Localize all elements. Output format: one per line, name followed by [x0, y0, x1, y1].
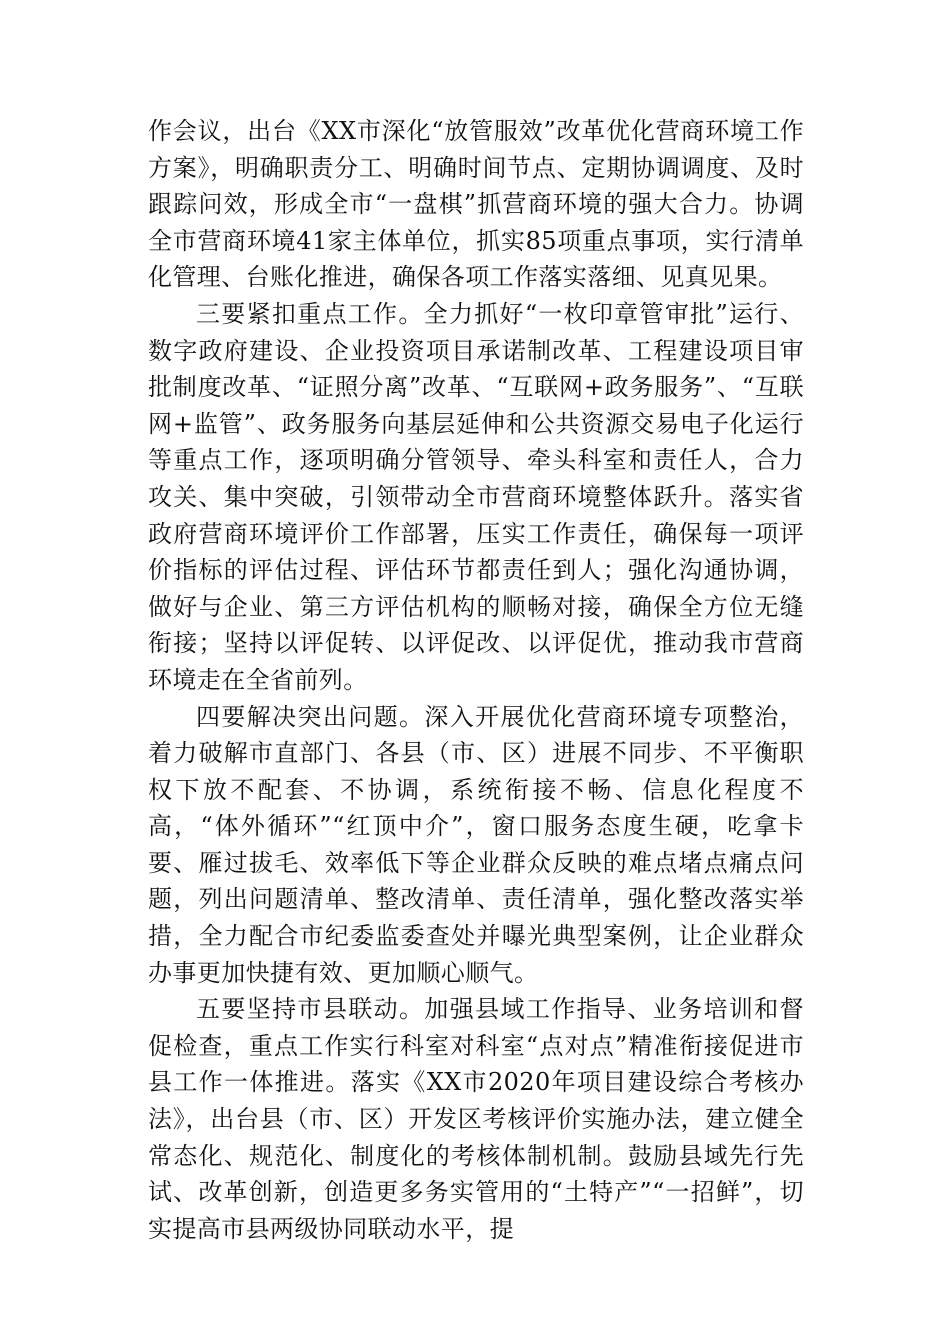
- paragraph-continued: 作会议，出台《XX市深化“放管服效”改革优化营商环境工作方案》，明确职责分工、明确时间节点、定期协调调度、及时跟踪问效，形成全市“一盘棋”抓营商环境的强大合力。协调全市营商环境41家主体单位，抓实85项重点事项，实行清单化管理、台账化推进，确保各项工作落实落细、见真见果。: [148, 117, 804, 292]
- paragraph-solve-problems: 四要解决突出问题。深入开展优化营商环境专项整治，着力破解市直部门、各县（市、区）进展不同步、不平衡职权下放不配套、不协调，系统衔接不畅、信息化程度不高，“体外循环”“红顶中介”，窗口服务态度生硬，吃拿卡要、雁过拔毛、效率低下等企业群众反映的难点堵点痛点问题，列出问题清单、整改清单、责任清单，强化整改落实举措，全力配合市纪委监委查处并曝光典型案例，让企业群众办事更加快捷有效、更加顺心顺气。: [148, 702, 804, 987]
- paragraph-city-county-linkage: 五要坚持市县联动。加强县域工作指导、业务培训和督促检查，重点工作实行科室对科室“点对点”精准衔接促进市县工作一体推进。落实《XX市2020年项目建设综合考核办法》，出台县（市、区）开发区考核评价实施办法，建立健全常态化、规范化、制度化的考核体制机制。鼓励县域先行先试、改革创新，创造更多务实管用的“土特产”“一招鲜”，切实提高市县两级协同联动水平，提: [148, 995, 804, 1243]
- document-body: [148, 113, 804, 1247]
- paragraph-key-work: 三要紧扣重点工作。全力抓好“一枚印章管审批”运行、数字政府建设、企业投资项目承诺制改革、工程建设项目审批制度改革、“证照分离”改革、“互联网+政务服务”、“互联网+监管”、政务服务向基层延伸和公共资源交易电子化运行等重点工作，逐项明确分管领导、牵头科室和责任人，合力攻关、集中突破，引领带动全市营商环境整体跃升。落实省政府营商环境评价工作部署，压实工作责任，确保每一项评价指标的评估过程、评估环节都责任到人；强化沟通协调，做好与企业、第三方评估机构的顺畅对接，确保全方位无缝衔接；坚持以评促转、以评促改、以评促优，推动我市营商环境走在全省前列。: [148, 299, 804, 694]
